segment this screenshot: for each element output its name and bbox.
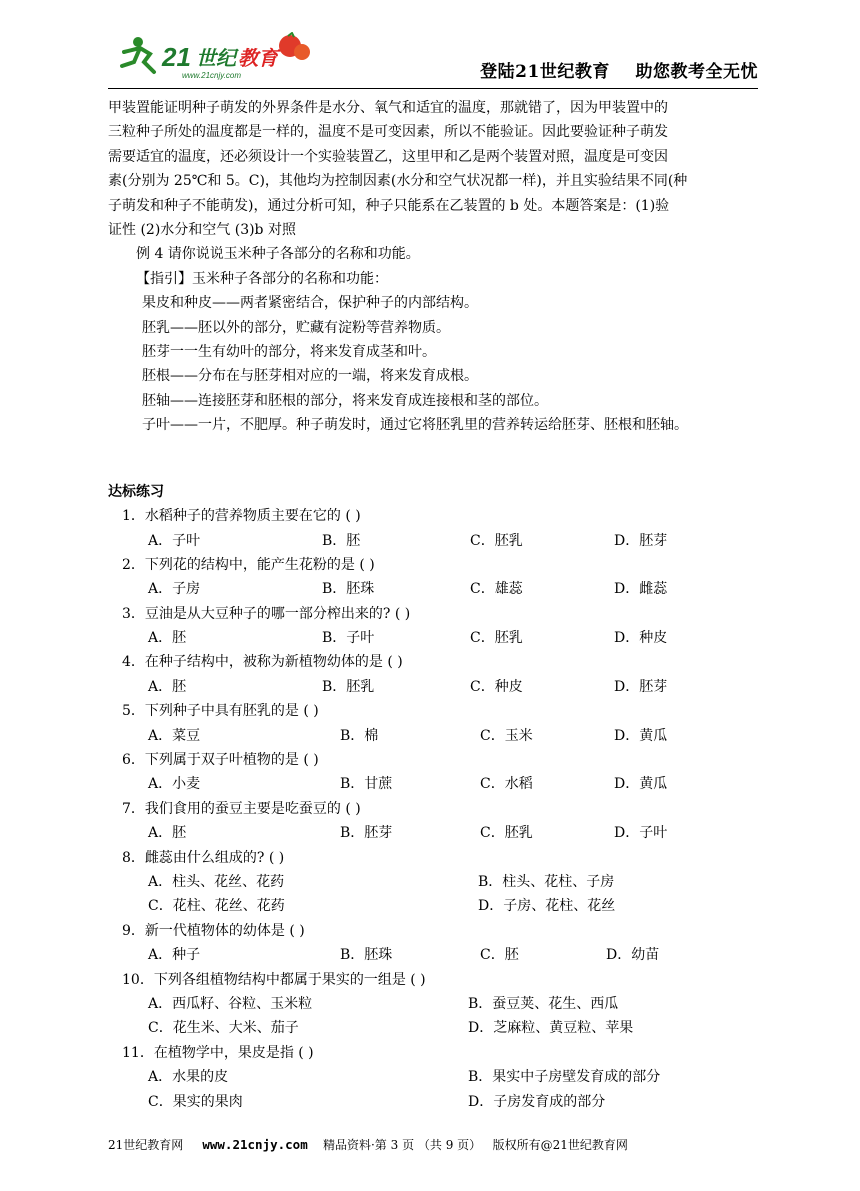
example-question: 例 4 请你说说玉米种子各部分的名称和功能。 xyxy=(136,246,420,263)
option-c: C．雄蕊 xyxy=(470,581,523,598)
option-row xyxy=(108,724,758,748)
question-item xyxy=(108,699,758,748)
question-text: 4．在种子结构中，被称为新植物幼体的是 ( ) xyxy=(122,654,403,671)
option-row xyxy=(108,1090,758,1114)
question-text: 2．下列花的结构中，能产生花粉的是 ( ) xyxy=(122,556,375,573)
question-text: 8．雌蕊由什么组成的? ( ) xyxy=(122,849,285,866)
option-a: A．西瓜籽、谷粒、玉米粒 xyxy=(148,996,313,1013)
option-b: B．柱头、花柱、子房 xyxy=(478,874,615,891)
question-item xyxy=(108,504,758,553)
question-text: 7．我们食用的蚕豆主要是吃蚕豆的 ( ) xyxy=(122,800,361,817)
svg-text:www.21cnjy.com: www.21cnjy.com xyxy=(182,71,241,80)
option-b: B．胚珠 xyxy=(322,581,375,598)
option-a: A．水果的皮 xyxy=(148,1069,229,1086)
option-a: A．胚 xyxy=(148,825,187,842)
page-header xyxy=(108,28,758,89)
guide-item: 子叶——一片，不肥厚。种子萌发时，通过它将胚乳里的营养转运给胚芽、胚根和胚轴。 xyxy=(142,417,688,434)
question-item xyxy=(108,797,758,846)
option-d: D．胚芽 xyxy=(614,678,668,695)
option-c: C．胚乳 xyxy=(480,825,533,842)
option-row xyxy=(108,675,758,699)
guide-item: 胚芽一一生有幼叶的部分，将来发育成茎和叶。 xyxy=(142,344,436,361)
page-footer xyxy=(108,1136,758,1153)
option-c: C．胚乳 xyxy=(470,532,523,549)
exercise-title: 达标练习 xyxy=(108,483,164,500)
option-d: D．子叶 xyxy=(614,825,668,842)
option-row xyxy=(108,992,758,1016)
paragraph-line: 素(分别为 25℃和 5。C)，其他均为控制因素(水分和空气状况都一样)，并且实验结果不同(种 xyxy=(108,173,688,190)
option-a: A．子叶 xyxy=(148,532,201,549)
question-text: 1．水稻种子的营养物质主要在它的 ( ) xyxy=(122,508,361,525)
option-b: B．蚕豆荚、花生、西瓜 xyxy=(468,996,619,1013)
option-d: D．子房、花柱、花丝 xyxy=(478,898,616,915)
svg-text:世纪: 世纪 xyxy=(196,46,236,70)
guide-item: 胚根——分布在与胚芽相对应的一端，将来发育成根。 xyxy=(142,368,478,385)
intro-paragraph xyxy=(108,96,758,242)
paragraph-line: 需要适宜的温度，还必须设计一个实验装置乙，这里甲和乙是两个装置对照，温度是可变因 xyxy=(108,148,668,165)
paragraph-line: 证性 (2)水分和空气 (3)b 对照 xyxy=(108,222,296,239)
option-b: B．胚芽 xyxy=(340,825,393,842)
option-a: A．柱头、花丝、花药 xyxy=(148,874,285,891)
option-row xyxy=(108,943,758,967)
option-row xyxy=(108,870,758,894)
question-item xyxy=(108,968,758,1041)
option-c: C．胚 xyxy=(480,947,519,964)
option-b: B．胚珠 xyxy=(340,947,393,964)
option-b: B．棉 xyxy=(340,727,379,744)
option-d: D．胚芽 xyxy=(614,532,668,549)
question-item xyxy=(108,650,758,699)
option-row xyxy=(108,894,758,918)
option-b: B．果实中子房壁发育成的部分 xyxy=(468,1069,661,1086)
option-row xyxy=(108,1016,758,1040)
option-c: C．种皮 xyxy=(470,678,523,695)
option-b: B．胚乳 xyxy=(322,678,375,695)
option-row xyxy=(108,529,758,553)
paragraph-line: 甲装置能证明种子萌发的外界条件是水分、氧气和适宜的温度，那就错了，因为甲装置中的 xyxy=(108,100,668,116)
option-d: D．黄瓜 xyxy=(614,727,668,744)
footer-url: www.21cnjy.com xyxy=(202,1137,308,1152)
guide-item: 果皮和种皮——两者紧密结合，保护种子的内部结构。 xyxy=(142,295,478,312)
option-d: D．雌蕊 xyxy=(614,581,668,598)
option-d: D．黄瓜 xyxy=(614,776,668,793)
site-logo xyxy=(116,32,316,82)
guide-item: 胚轴——连接胚芽和胚根的部分，将来发育成连接根和茎的部位。 xyxy=(142,392,548,409)
option-c: C．水稻 xyxy=(480,776,533,793)
paragraph-line: 子萌发和种子不能萌发)，通过分析可知，种子只能系在乙装置的 b 处。本题答案是：(1)验 xyxy=(108,197,670,214)
option-row xyxy=(108,821,758,845)
footer-copyright: 版权所有@21世纪教育网 xyxy=(492,1138,628,1152)
option-c: C．果实的果肉 xyxy=(148,1093,243,1110)
option-c: C．胚乳 xyxy=(470,630,523,647)
question-list xyxy=(108,504,758,1114)
question-text: 3．豆油是从大豆种子的哪一部分榨出来的? ( ) xyxy=(122,605,411,622)
guide-item: 胚乳——胚以外的部分，贮藏有淀粉等营养物质。 xyxy=(142,319,450,336)
option-b: B．子叶 xyxy=(322,630,375,647)
document-body xyxy=(108,96,758,1114)
option-d: D．幼苗 xyxy=(606,947,660,964)
option-b: B．胚 xyxy=(322,532,361,549)
option-a: A．小麦 xyxy=(148,776,201,793)
option-row xyxy=(108,626,758,650)
option-c: C．花生米、大米、茄子 xyxy=(148,1020,299,1037)
option-d: D．芝麻粒、黄豆粒、苹果 xyxy=(468,1020,634,1037)
option-row xyxy=(108,772,758,796)
question-item xyxy=(108,553,758,602)
runner-icon xyxy=(122,37,154,72)
option-a: A．种子 xyxy=(148,947,201,964)
header-title: 登陆21世纪教育 助您教考全无忧 xyxy=(480,62,758,82)
option-a: A．子房 xyxy=(148,581,201,598)
option-a: A．菜豆 xyxy=(148,727,201,744)
question-item xyxy=(108,602,758,651)
option-d: D．种皮 xyxy=(614,630,668,647)
question-text: 5．下列种子中具有胚乳的是 ( ) xyxy=(122,703,319,720)
guide-heading: 【指引】玉米种子各部分的名称和功能： xyxy=(136,270,388,287)
option-b: B．甘蔗 xyxy=(340,776,393,793)
question-text: 10．下列各组植物结构中都属于果实的一组是 ( ) xyxy=(122,971,426,988)
option-a: A．胚 xyxy=(148,678,187,695)
svg-text:教育: 教育 xyxy=(238,46,278,70)
example-4 xyxy=(108,242,758,437)
option-row xyxy=(108,1065,758,1089)
option-c: C．玉米 xyxy=(480,727,533,744)
question-item xyxy=(108,919,758,968)
question-item xyxy=(108,748,758,797)
question-text: 9．新一代植物体的幼体是 ( ) xyxy=(122,922,305,939)
paragraph-line: 三粒种子所处的温度都是一样的，温度不是可变因素，所以不能验证。因此要验证种子萌发 xyxy=(108,124,668,141)
svg-text:21: 21 xyxy=(162,42,191,72)
footer-page-info: 精品资料·第 3 页 （共 9 页） xyxy=(322,1138,482,1152)
option-row xyxy=(108,577,758,601)
option-d: D．子房发育成的部分 xyxy=(468,1093,606,1110)
question-text: 11．在植物学中，果皮是指 ( ) xyxy=(122,1044,314,1061)
question-item xyxy=(108,1041,758,1114)
footer-site-name: 21世纪教育网 xyxy=(108,1138,184,1152)
option-c: C．花柱、花丝、花药 xyxy=(148,898,285,915)
question-text: 6．下列属于双子叶植物的是 ( ) xyxy=(122,752,319,769)
option-a: A．胚 xyxy=(148,630,187,647)
question-item xyxy=(108,846,758,919)
